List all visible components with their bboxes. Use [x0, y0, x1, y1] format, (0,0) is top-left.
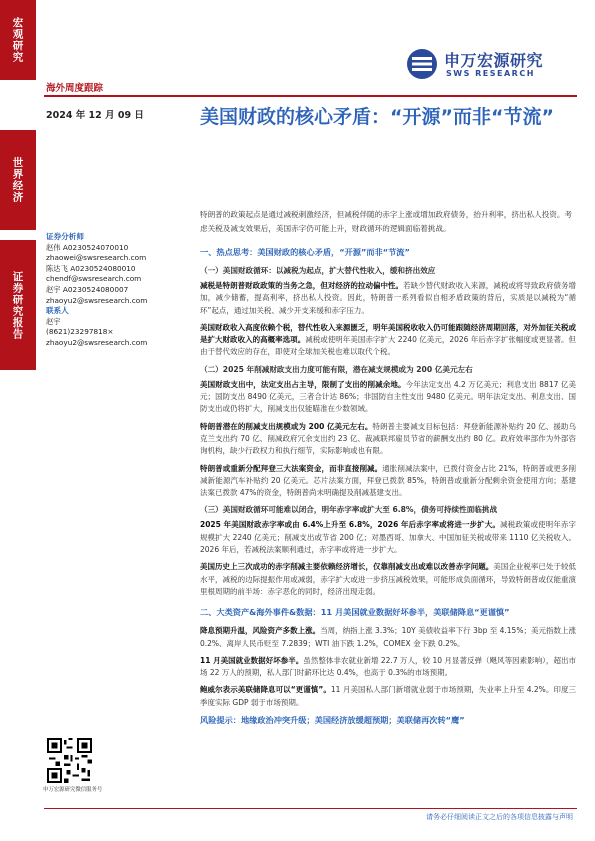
subsection-heading: （二）2025 年削减财政支出力度可能有限，潜在减支规模或为 200 亿美元左右: [200, 364, 473, 374]
logo-english-name: SWS RESEARCH: [446, 69, 535, 78]
paragraph: [200, 322, 576, 359]
side-tag-world-economy: 世界经济: [0, 130, 36, 230]
section-heading: 二、大类资产&海外事件&数据：11 月美国就业数据好坏参半，美联储降息“更谨慎”: [200, 607, 510, 618]
analyst-block: [46, 232, 186, 349]
report-title: 美国财政的核心矛盾：“开源”而非“节流”: [200, 106, 554, 128]
report-date: 2024 年 12 月 09 日: [46, 110, 144, 121]
report-series: 海外周度跟踪: [46, 83, 104, 94]
logo-chinese-name: 申万宏源研究: [444, 51, 544, 70]
paragraph: [200, 519, 576, 556]
paragraph-body: 特朗普主要减支目标包括：拜登新能源补贴约 20 亿、援助乌克兰支出约 70 亿、削减政府冗余支出约 23 亿、裁减联邦雇员节省的薪酬支出约 80 亿。政府效率部作为外部咨询机构，缺少行政权力和执行细节，实际影响或也有限。: [200, 421, 576, 456]
disclaimer-note: 请务必仔细阅读正文之后的各项信息披露与声明: [426, 813, 573, 821]
qr-code-icon: [47, 738, 92, 783]
paragraph: [200, 561, 576, 598]
paragraph-lead: 11 月美国就业数据好坏参半。: [200, 655, 304, 665]
sws-logo: [406, 46, 581, 84]
paragraph-lead: 减税是特朗普财政政策的当务之急，但对经济的拉动偏中性。: [200, 281, 404, 290]
contact-line: zhaoyu2@swsresearch.com: [46, 337, 148, 347]
analyst-line: 赵宇 A0230524080007: [46, 284, 129, 294]
analyst-line: 陈达飞 A0230524080010: [46, 263, 136, 273]
paragraph-body: 今年法定支出 4.2 万亿美元；利息支出 8817 亿美元；国防支出 8490 亿美元，三者合计达 86%；非国防自主性支出 9480 亿美元。明年法定支出、利息支出、国防支出或仍将扩大，削减支出仅能瞄准在少数领域。: [200, 379, 576, 414]
paragraph-body: 若缺少替代财政收入来源，减税或将导致政府债务增加，减少储蓄，提高利率，挤出私人投资。因此，特朗普一系列看似自相矛盾政策的背后，实质是以减税为“循环”起点，通过加关税、减少开支来缓和赤字压力。: [200, 281, 577, 315]
paragraph-body: 减税政策或使明年赤字规模扩大 2240 亿美元；削减支出或节省 200 亿；对墨西哥、加拿大、中国加征关税或带来 1110 亿关税收入。2026 年后，若减税法案顺利通过，赤字率或将进一步扩大。: [200, 520, 577, 555]
paragraph-body: 通胀削减法案中，已拨付资金占比 21%，特朗普或更多削减新能源汽车补贴约 20 亿美元。芯片法案方面，拜登已拨款 85%，特朗普或重新分配剩余资金使用方向；基建法案已拨款 47%的资金，特朗普尚未明确提及削减基建支出。: [200, 463, 576, 498]
paragraph-lead: 降息预期升温，风险资产多数上涨。: [200, 626, 321, 636]
paragraph-body: 虽然整体非农就业新增 22.7 万人，较 10 月显著反弹（飓风等因素影响），超出市场 22 万人的预期，私人部门时薪环比达 0.4%，也高于 0.3%的市场预期。: [200, 655, 576, 678]
contact-label: 联系人: [46, 306, 69, 316]
side-tag-research-report: 证券研究报告: [0, 240, 36, 370]
analyst-line: zhaoyu2@swsresearch.com: [46, 295, 148, 305]
contact-line: 赵宇: [46, 316, 61, 326]
side-tag-macro: 宏观研究: [0, 0, 36, 80]
paragraph-lead: 美国历史上三次成功的赤字削减主要依赖经济增长，仅靠削减支出或难以改善赤字问题。: [200, 562, 494, 572]
paragraph: [200, 421, 576, 458]
paragraph: [200, 625, 576, 650]
paragraph-lead: 特朗普或重新分配拜登三大法案资金，而非直接削减。: [200, 463, 383, 473]
qr-caption: 申万宏源研究微信服务号: [43, 787, 103, 793]
analyst-line: chendf@swsresearch.com: [46, 274, 142, 284]
contact-line: (8621)23297818×: [46, 327, 114, 337]
analyst-line: zhaowei@swsresearch.com: [46, 253, 147, 263]
paragraph-lead: 美国财政收入高度依赖个税，替代性收入来源匮乏，明年美国税收收入仍可能跟随经济周期回落，对外加征关税或是扩大财政收入的高概率选项。: [200, 322, 576, 345]
paragraph-body: 11 月美国私人部门新增就业弱于市场预期，失业率上升至 4.2%。印度三季度实际 GDP 弱于市场预期。: [200, 685, 576, 707]
footer-divider: [44, 808, 577, 809]
risk-warning: 风险提示：地缘政治冲突升级；美国经济放缓超预期；美联储再次转“鹰”: [200, 715, 465, 726]
paragraph-lead: 美国财政支出中，法定支出占主导，限制了支出的削减余地。: [200, 379, 406, 389]
report-summary: 特朗普的政策起点是通过减税刺激经济，但减税伴随的赤字上涨或增加政府债务，抬升利率，挤出私人投资。考虑关税及减支效果后，美国赤字仍可能上升，财政循环的逻辑面临着挑战。: [200, 210, 573, 233]
analyst-label: 证券分析师: [46, 232, 84, 241]
analyst-line: 赵伟 A0230524070010: [46, 242, 129, 252]
sws-logo-icon: [406, 48, 438, 80]
paragraph: [200, 379, 576, 416]
paragraph-lead: 特朗普潜在的削减支出规模或为 200 亿美元左右。: [200, 421, 373, 431]
paragraph-body: 美国企业税率已处于较低水平，减税的边际提振作用或减弱，赤字扩大或进一步挤压减税效果，可能形成负面循环，导致特朗普或仅能重演里根周期的前半场：赤字恶化的同时，经济出现走弱。: [200, 562, 577, 596]
header-divider: [44, 95, 577, 97]
side-band: [0, 0, 36, 841]
paragraph: [200, 655, 576, 680]
subsection-heading: （一）美国财政循环：以减税为起点，扩大替代性收入，缓和挤出效应: [200, 266, 436, 275]
subsection-heading: （三）美国财政循环可能难以闭合，明年赤字率或扩大至 6.8%，债务可持续性面临挑战: [200, 505, 498, 515]
paragraph-body: 减税或使明年美国赤字扩大 2240 亿美元，2026 年后赤字扩张幅度或更显著。但由于替代效应的存在，即使对全球加关税也难以取代个税。: [200, 335, 577, 357]
main-content: [200, 246, 576, 733]
paragraph: [200, 280, 576, 317]
paragraph-body: 当周，纳指上涨 3.3%；10Y 美债收益率下行 3bp 至 4.15%；美元指数上涨 0.2%、离岸人民币贬至 7.2839；WTI 油下跌 1.2%，COMEX 金下跌 0.2%。: [200, 626, 577, 648]
section-heading: 一、热点思考：美国财政的核心矛盾，“开源”而非“节流”: [200, 247, 410, 257]
paragraph: [200, 684, 576, 709]
paragraph-lead: 2025 年美国财政赤字率或由 6.4%上升至 6.8%，2026 年后赤字率或将进一步扩大。: [200, 520, 500, 530]
paragraph: [200, 463, 576, 500]
paragraph-lead: 鲍威尔表示美联储降息可以“更谨慎”。: [200, 685, 331, 695]
